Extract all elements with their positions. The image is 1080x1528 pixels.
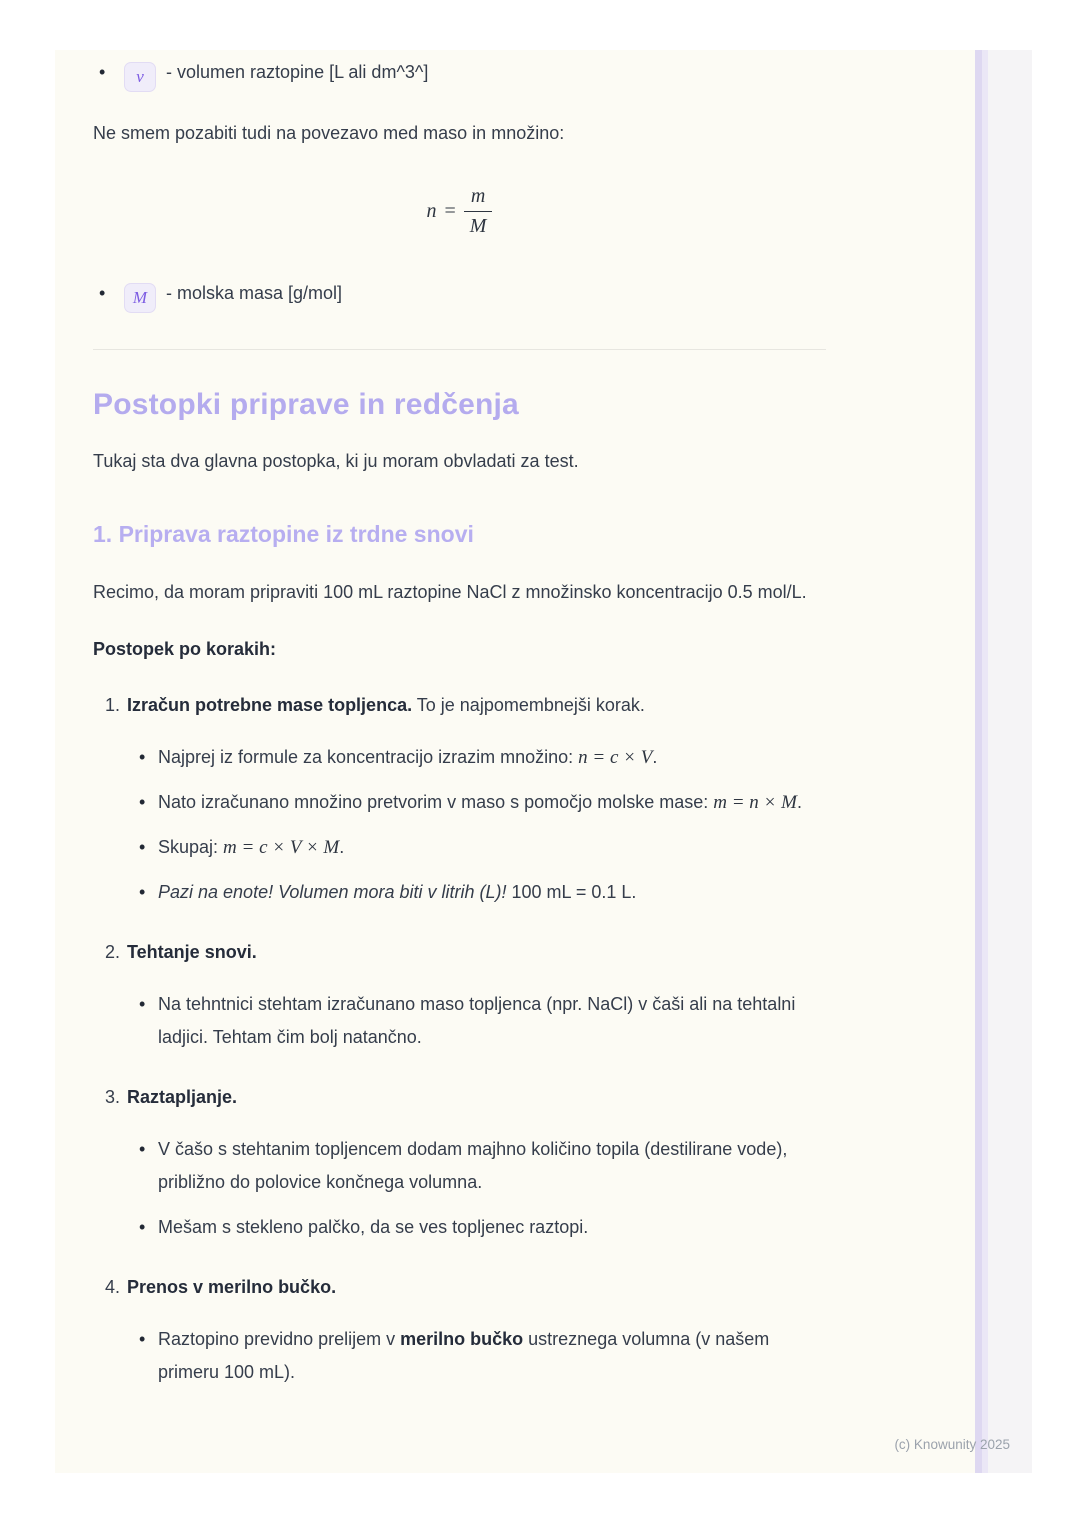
step-3-heading [93,1082,826,1113]
bullet-text: Na tehntnici stehtam izračunano maso topljenca (npr. NaCl) v čaši ali na tehtalni ladjici. Tehtam čim bolj natančno. [158,994,796,1047]
step-number: 4. [105,1277,121,1297]
formula-fraction [464,185,493,238]
variable-description: - molska masa [g/mol] [166,283,343,303]
step-4-bullets [93,1323,826,1389]
list-item [93,277,826,313]
bullet-item [137,988,826,1054]
step-number: 1. [105,695,121,715]
subsection-title: 1. Priprava raztopine iz trdne snovi [93,521,474,547]
bullet-text: Skupaj: [158,837,224,857]
step-title: Tehtanje snovi. [127,942,257,962]
procedure-steps [93,690,826,1389]
section-title: Postopki priprave in redčenja [93,388,519,421]
variable-description: - volumen raztopine [L ali dm^3^] [166,62,429,82]
steps-label: Postopek po korakih: [93,639,277,659]
variable-list-bottom [93,277,826,313]
bullet-text: Najprej iz formule za koncentracijo izrazim množino: [158,747,579,767]
step-2 [93,937,826,1054]
step-3 [93,1082,826,1244]
bullet-text: . [796,792,802,812]
section-divider [93,349,826,350]
bullet-text: ustreznega volumna (v našem primeru 100 mL). [158,1329,770,1382]
note-page [55,50,975,1473]
note-content [93,50,826,1389]
inline-formula: m = c × V × M [223,837,340,858]
formula-n-equals-m-over-M [93,171,826,251]
step-title: Izračun potrebne mase topljenca. [127,695,413,715]
bullet-item [137,1323,826,1389]
step-4 [93,1272,826,1389]
bullet-text: Nato izračunano množino pretvorim v maso s pomočjo molske mase: [158,792,714,812]
step-3-bullets [93,1133,826,1244]
bullet-item [137,1133,826,1199]
step-2-bullets [93,988,826,1054]
mass-relation-paragraph: Ne smem pozabiti tudi na povezavo med maso in množino: [93,123,565,143]
step-1-heading [93,690,826,721]
bullet-item [137,786,826,819]
bullet-text: V čašo s stehtanim topljencem dodam majhno količino topila (destilirane vode), približno do polovice končnega volumna. [158,1139,788,1192]
step-4-heading [93,1272,826,1303]
section-intro: Tukaj sta dva glavna postopka, ki ju moram obvladati za test. [93,451,579,471]
side-panel [988,50,1032,1473]
formula-denominator: M [464,211,493,238]
step-1-bullets [93,741,826,909]
step-1 [93,690,826,909]
inline-formula: m = n × M [713,792,797,813]
bullet-text: 100 mL = 0.1 L. [506,882,637,902]
subsection-intro: Recimo, da moram pripraviti 100 mL raztopine NaCl z množinsko koncentracijo 0.5 mol/L. [93,582,807,602]
bullet-warning-italic: Pazi na enote! Volumen mora biti v litrih (L)! [158,882,507,902]
bullet-bold-term: merilno bučko [400,1329,524,1349]
step-2-heading [93,937,826,968]
copyright-footer: (c) Knowunity 2025 [894,1437,1010,1452]
bullet-text: Mešam s stekleno palčko, da se ves topljenec raztopi. [158,1217,589,1237]
bullet-text: . [339,837,345,857]
step-number: 3. [105,1087,121,1107]
list-item [93,56,826,92]
formula-equals: = [444,199,456,222]
bullet-item [137,741,826,774]
formula-lhs: n [426,199,437,222]
bullet-item [137,1211,826,1244]
inline-formula: n = c × V [578,747,653,768]
bullet-item [137,876,826,909]
step-title: Raztapljanje. [127,1087,238,1107]
step-rest: To je najpomembnejši korak. [412,695,645,715]
variable-badge-v: v [124,62,156,92]
bullet-item [137,831,826,864]
bullet-text: . [652,747,658,767]
variable-badge-M: M [124,283,156,313]
formula-numerator: m [470,184,486,207]
step-title: Prenos v merilno bučko. [127,1277,337,1297]
page-edge-strip [975,50,982,1473]
step-number: 2. [105,942,121,962]
bullet-text: Raztopino previdno prelijem v [158,1329,401,1349]
variable-list-top [93,56,826,92]
